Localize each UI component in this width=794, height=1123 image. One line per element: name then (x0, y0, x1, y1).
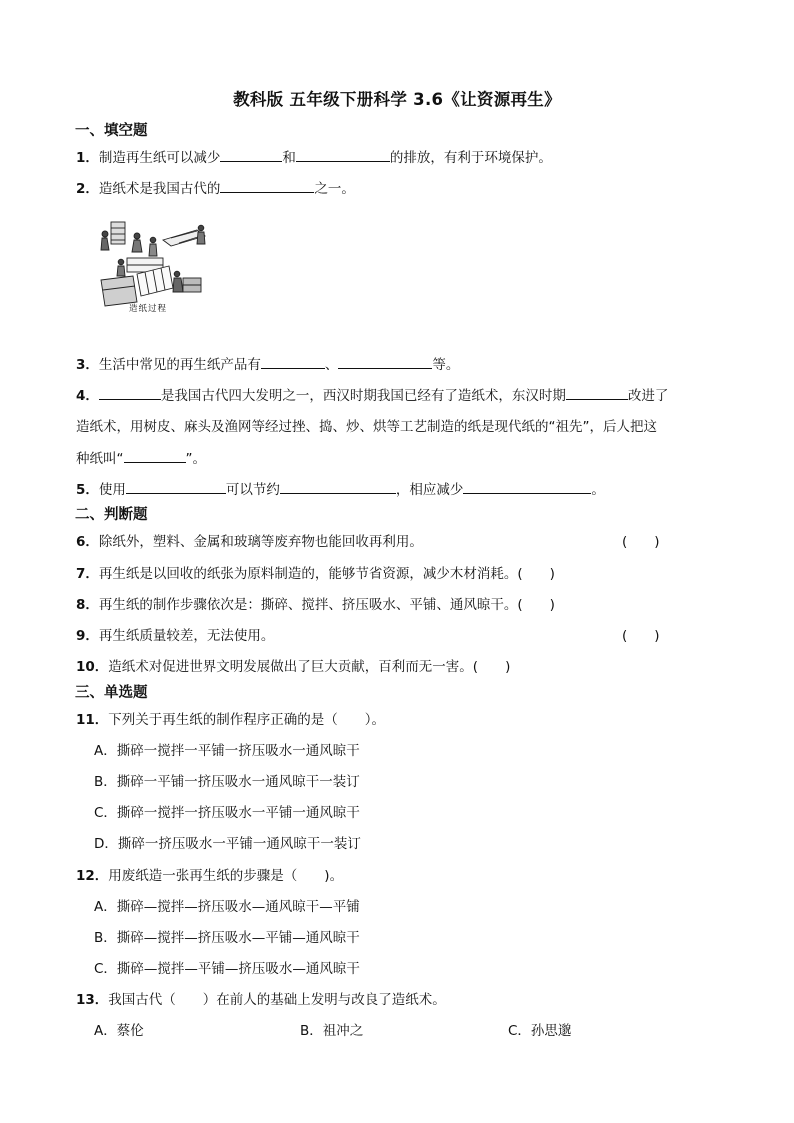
answer-blank[interactable] (126, 480, 226, 494)
answer-blank[interactable] (220, 148, 282, 162)
question-13 (76, 988, 446, 1008)
figure-caption: 造纸过程 (129, 304, 168, 314)
question-text: 制造再生纸可以减少 (98, 150, 221, 166)
question-1 (76, 146, 552, 166)
option-c[interactable]: C．撕碎—搅拌—平铺—挤压吸水—通风晾干 (94, 961, 360, 977)
question-text: 生活中常见的再生纸产品有 (98, 357, 261, 373)
option-c[interactable]: C．撕碎一搅拌一挤压吸水一平铺一通风晾干 (94, 805, 360, 821)
question-2 (76, 177, 355, 197)
question-text: 再生纸质量较差，无法使用。 (98, 628, 275, 644)
question-text: 可以节约 (225, 482, 280, 498)
option-a[interactable]: A．撕碎—搅拌—挤压吸水—通风晾干—平铺 (94, 899, 360, 915)
question-number: 4． (76, 388, 99, 404)
question-text: 造纸术对促进世界文明发展做出了巨大贡献，百利而无一害。( ) (108, 659, 511, 675)
section-heading-fill: 一、填空题 (75, 123, 148, 139)
option-b[interactable]: B．撕碎—搅拌—挤压吸水—平铺—通风晾干 (94, 930, 360, 946)
question-number: 11． (76, 712, 109, 728)
question-text: 再生纸的制作步骤依次是：撕碎、搅拌、挤压吸水、平铺、通风晾干。( ) (98, 597, 555, 613)
question-text: 等。 (432, 357, 460, 373)
question-text: 用废纸造一张再生纸的步骤是（ )。 (108, 868, 344, 884)
option-b[interactable]: B．祖冲之 (300, 1023, 364, 1039)
question-text: 是我国古代四大发明之一，西汉时期我国已经有了造纸术，东汉时期 (160, 388, 566, 404)
question-number: 12． (76, 868, 109, 884)
question-number: 9． (76, 628, 99, 644)
answer-blank[interactable] (220, 179, 314, 193)
question-text: 除纸外，塑料、金属和玻璃等废弃物也能回收再利用。 (98, 534, 423, 550)
option-d[interactable]: D．撕碎一挤压吸水一平铺一通风晾干一装订 (94, 836, 361, 852)
question-number: 7． (76, 566, 99, 582)
question-text: 。 (591, 482, 605, 498)
page-title: 教科版 五年级下册科学 3.6《让资源再生》 (233, 90, 561, 109)
answer-blank[interactable] (99, 386, 161, 400)
answer-blank[interactable] (261, 355, 325, 369)
question-text: 使用 (98, 482, 126, 498)
answer-blank[interactable] (338, 355, 432, 369)
option-a[interactable]: A．蔡伦 (94, 1023, 144, 1039)
question-10 (76, 655, 510, 675)
answer-bracket[interactable]: ( ) (622, 534, 660, 550)
question-4-line-2: 造纸术，用树皮、麻头及渔网等经过挫、捣、炒、烘等工艺制造的纸是现代纸的“祖先”，后人把这 (76, 419, 657, 435)
section-heading-choice: 三、单选题 (75, 685, 148, 701)
question-text: 下列关于再生纸的制作程序正确的是（ ）。 (108, 712, 386, 728)
question-12 (76, 864, 343, 884)
question-text: 种纸叫“ (76, 451, 124, 467)
question-number: 13． (76, 992, 109, 1008)
question-number: 2． (76, 181, 99, 197)
question-4-line-3 (76, 447, 206, 467)
question-6 (76, 530, 423, 550)
question-3 (76, 353, 459, 373)
question-11 (76, 708, 385, 728)
question-number: 6． (76, 534, 99, 550)
question-text: ，相应减少 (395, 482, 464, 498)
question-7 (76, 562, 555, 582)
question-number: 10． (76, 659, 109, 675)
answer-blank[interactable] (463, 480, 591, 494)
question-text: 、 (324, 357, 339, 373)
answer-blank[interactable] (296, 148, 390, 162)
question-number: 5． (76, 482, 99, 498)
question-text: ”。 (185, 451, 206, 467)
answer-blank[interactable] (124, 449, 186, 463)
question-9 (76, 624, 274, 644)
question-text: 改进了 (627, 388, 669, 404)
question-text: 之一。 (314, 181, 355, 197)
option-b[interactable]: B．撕碎一平铺一挤压吸水一通风晾干一装订 (94, 774, 360, 790)
question-number: 1． (76, 150, 99, 166)
question-text: 再生纸是以回收的纸张为原料制造的，能够节省资源，减少木材消耗。( ) (98, 566, 555, 582)
question-text: 和 (282, 150, 296, 166)
question-8 (76, 593, 555, 613)
question-text: 的排放，有利于环境保护。 (389, 150, 552, 166)
papermaking-illustration (97, 216, 212, 316)
question-4 (76, 384, 668, 404)
question-5 (76, 478, 605, 498)
answer-bracket[interactable]: ( ) (622, 628, 660, 644)
answer-blank[interactable] (566, 386, 628, 400)
section-heading-judge: 二、判断题 (75, 507, 148, 523)
option-a[interactable]: A．撕碎一搅拌一平铺一挤压吸水一通风晾干 (94, 743, 360, 759)
question-text: 造纸术是我国古代的 (98, 181, 221, 197)
answer-blank[interactable] (280, 480, 396, 494)
question-number: 8． (76, 597, 99, 613)
question-text: 我国古代（ ）在前人的基础上发明与改良了造纸术。 (108, 992, 446, 1008)
option-c[interactable]: C．孙思邈 (508, 1023, 572, 1039)
question-number: 3． (76, 357, 99, 373)
